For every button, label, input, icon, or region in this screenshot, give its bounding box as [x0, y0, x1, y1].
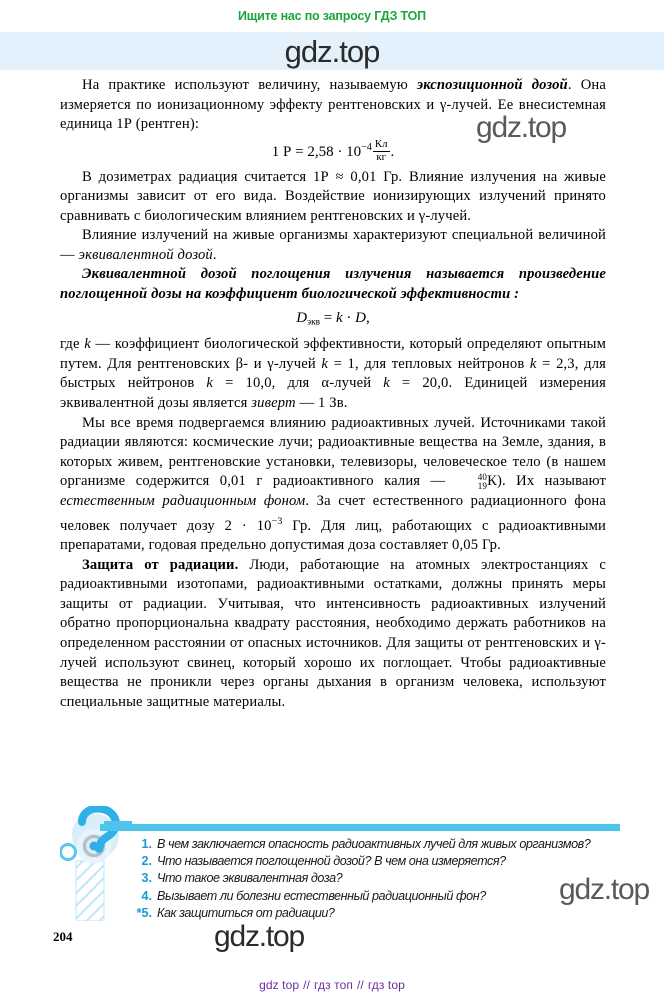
question-number: 1. — [141, 837, 152, 851]
p6-isotope-symbol: К). Их называют — [487, 473, 607, 490]
formula2-d2: D — [355, 309, 366, 326]
p3-part-a: Влияние излучений на живые организмы характеризуют специальной величиной — — [60, 227, 606, 263]
formula1-dot: · — [337, 143, 343, 160]
p1-part-b: . Она измеряется по ионизационному эффекту рентгеновских и γ-лучей. Ее внесистемная единица 1Р (рентген): — [60, 77, 606, 133]
formula2-eq: = — [323, 309, 333, 326]
p5-part-a: где — [60, 336, 85, 353]
formula1-base: 10 — [346, 143, 362, 160]
question-number: 2. — [141, 854, 152, 869]
paragraph-natural-background — [60, 414, 606, 556]
paragraph-exposure-dose — [60, 76, 606, 135]
definition-equivalent-dose: Эквивалентной дозой поглощения излучения — [82, 266, 412, 283]
isotope-potassium-40 — [456, 473, 487, 490]
p4-colon: : — [514, 286, 520, 303]
p5-part-b: — коэффициент биологической эффективности, который определяют опытным путем. Для рентгеновских β- и γ-лучей — [60, 336, 606, 372]
list-item[interactable] — [126, 853, 620, 870]
paragraph-equivalent-dose-definition — [60, 265, 606, 304]
question-text: Что такое эквивалентная доза? — [157, 871, 343, 886]
p5-part-g: — 1 Зв. — [295, 395, 348, 412]
formula1-unit-denominator: кг — [376, 150, 387, 163]
formula2-k: k — [335, 309, 343, 326]
p5-k1: k — [84, 336, 91, 353]
formula1-coef: 2,58 — [307, 143, 334, 160]
formula-equivalent-dose — [60, 308, 606, 333]
footer-link-gdz-top[interactable]: gdz top — [259, 978, 300, 992]
paragraph-k-coefficient — [60, 335, 606, 413]
formula2-subscript: экв — [307, 317, 320, 328]
footer-link-gdz-top-mixed[interactable]: гдз top — [367, 978, 405, 992]
term-exposure-dose: экспозиционной дозой — [417, 77, 568, 93]
p3-part-b: . — [212, 246, 217, 263]
p5-part-c: = 1, для тепловых нейтронов — [328, 355, 530, 372]
p7-rest: Люди, работающие на атомных электростанциях с радиоактивными изотопами, радиоактивными остатками, должны принять меры защиты от радиации. Учитывая, что интенсивность радиоактивных излучений обратно пропорциональна квадрату расстояния, необходимо держать работников на определенном расстоянии от опасных источников. Для защиты от рентгеновских и γ-лучей используют свинец, который хорошо их поглощает. Чтобы радиоактивные вещества не проникли через органы дыхания в организм человека, используют специальные защитные материалы. — [60, 556, 606, 710]
formula1-eq: = — [295, 143, 304, 160]
p5-k4: k — [206, 375, 214, 392]
question-text: Что называется поглощенной дозой? В чем она измеряется? — [157, 854, 506, 869]
isotope-atomic-number: 19 — [477, 481, 488, 492]
formula1-exponent: −4 — [361, 141, 372, 153]
list-item[interactable] — [126, 905, 620, 922]
question-number: *5. — [136, 905, 152, 920]
questions-divider — [100, 824, 620, 831]
formula1-lhs: 1 Р — [271, 143, 292, 160]
formula1-period: . — [390, 143, 395, 160]
p6-part-b: . За счет естественного радиационного фона человек получает дозу 2 · 10 — [60, 493, 606, 534]
p5-k5: k — [383, 375, 390, 392]
list-item[interactable] — [126, 870, 620, 887]
question-text: Вызывает ли болезни естественный радиационный фон? — [157, 888, 486, 903]
paragraph-radiation-protection — [60, 556, 606, 713]
question-text: В чем заключается опасность радиоактивных лучей для живых организмов? — [157, 837, 591, 851]
p1-part-a: На практике используют величину, называемую — [82, 77, 418, 93]
formula2-dot: · — [346, 309, 352, 326]
term-natural-radiation-background: естественным радиационным фоном — [60, 493, 306, 509]
question-text: Как защититься от радиации? — [157, 905, 335, 920]
p5-part-d: = 2,3, для быстрых нейтронов — [60, 355, 606, 392]
list-item[interactable] — [126, 836, 620, 853]
page-content — [60, 76, 606, 712]
term-equivalent-dose: эквивалентной дозой — [78, 246, 213, 263]
p5-part-f: = 20,0. Единицей измерения эквивалентной дозы является — [60, 375, 606, 412]
p5-k2: k — [321, 355, 329, 372]
promo-strip — [0, 0, 664, 32]
p6-part-c: Гр. Для лиц, работающих с радиоактивными препаратами, годовая предельно допустимая доза составляет 0,05 Гр. — [60, 517, 606, 554]
formula-roentgen — [60, 138, 606, 165]
question-number: 4. — [141, 888, 152, 903]
questions-list — [126, 836, 620, 922]
term-sievert: зиверт — [251, 395, 296, 412]
list-item[interactable] — [126, 888, 620, 905]
footer-link-gdz-top-ru[interactable]: гдз топ — [314, 978, 353, 992]
footer-separator: // — [356, 978, 364, 992]
question-number: 3. — [141, 871, 152, 886]
p4-part-a: называется произведение поглощенной дозы на коэффициент биологической эффективности — [60, 266, 607, 303]
watermark-bottom: gdz.top — [213, 920, 305, 953]
p5-k3: k — [529, 355, 537, 372]
watermark-questions: gdz.top — [558, 873, 650, 906]
p5-part-e: = 10,0, для α-лучей — [213, 375, 384, 392]
p6-exponent: −3 — [271, 515, 283, 527]
questions-block — [60, 806, 620, 921]
formula2-d: D — [296, 309, 308, 326]
footer-separator: // — [303, 978, 311, 992]
page-number: 204 — [53, 929, 73, 944]
paragraph-dosimeters: В дозиметрах радиация считается 1Р ≈ 0,01 Гр. Влияние излучения на живые организмы зависит от его вида. Воздействие ионизирующих излучений принято сравнивать с биологическим влиянием рентгеновских и γ-лучей. — [60, 168, 606, 224]
footer-links — [0, 978, 664, 992]
p6-part-a: Мы все время подвергаемся влиянию радиоактивных лучей. Источниками такой радиации являются: космические лучи; радиоактивные вещества на Земле, здания, в которых живем, рентгеновские установки, телевизоры, человеческое тело (в нашем организме содержится 0,01 г радиоактивного калия — — [60, 414, 606, 490]
formula1-unit-fraction — [373, 139, 390, 163]
heading-radiation-protection: Защита от радиации. — [82, 556, 239, 573]
promo-text: Ищите нас по запросу ГДЗ ТОП — [238, 9, 426, 23]
paragraph-equivalent-dose-intro — [60, 226, 606, 265]
brand-wordmark: gdz.top — [284, 34, 380, 69]
formula1-unit-numerator: Кл — [374, 138, 388, 151]
watermark-top: gdz.top — [475, 111, 567, 144]
isotope-mass-number: 40 — [477, 472, 488, 483]
formula2-comma: , — [365, 309, 370, 326]
